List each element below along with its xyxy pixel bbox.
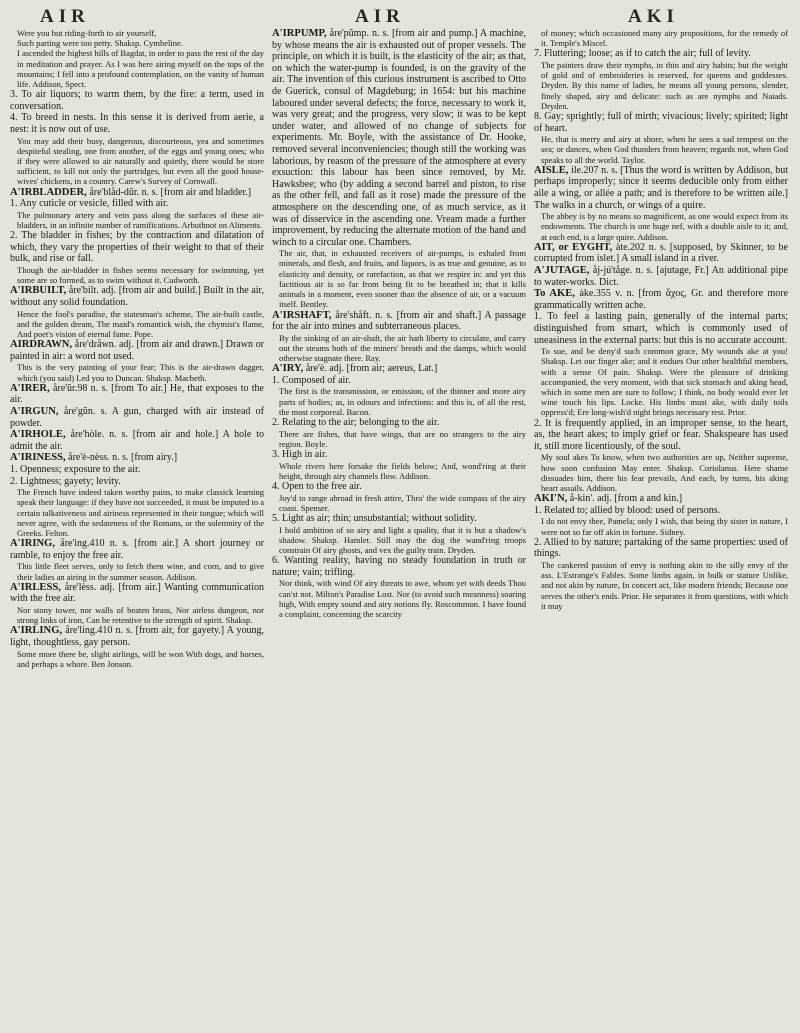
quotation: of money; which occasioned many airy propositions, for the remedy of it. Temple's Miscel.: [541, 28, 788, 49]
entry-definition: åre'hòle. n. s. [from air and hole.] A hole to admit the air.: [10, 429, 264, 452]
headword: A'IRING,: [10, 538, 56, 550]
headword: A'IRLESS,: [10, 581, 61, 593]
numbered-sense: 4. To breed in nests. In this sense it is derived from aerie, a nest: it is now out of use.: [10, 112, 264, 135]
entry-definition: åre'ing.410 n. s. [from air.] A short journey or ramble, to enjoy the free air.: [10, 538, 264, 561]
dictionary-entry: [534, 242, 788, 265]
headword: A'IRLING,: [10, 625, 63, 637]
headword: A'IRY,: [272, 363, 304, 375]
quotation: Nor think, with wind Of airy threats to awe, whom yet with deeds Thou can'st not. Milton's Paradise Lost. Nor (to avoid such meanness) soaring high, With empty sound and airy notions fly. Roscommon. I have found a complaint, concerning the scarcity: [279, 578, 526, 620]
quotation: Nor stony tower, nor walls of beaten brass, Nor airless dungeon, nor strong links of iron, Can be retentive to the strength of spirit. Shaksp.: [17, 604, 264, 626]
dictionary-entry: [10, 429, 264, 452]
headword: A'IRSHAFT,: [272, 309, 332, 321]
quotation: He, that is merry and airy at shore, when he sees a sad tempest on the sea; or dances, when God thunders from heaven; regards not, when God speaks to all the world. Taylor.: [541, 134, 788, 165]
dictionary-entry: [10, 452, 264, 464]
entry-definition: åre'ling.410 n. s. [from air, for gayety.] A young, light, thoughtless, gay person.: [10, 625, 264, 648]
headword: A'IRBUILT,: [10, 285, 67, 297]
quotation: This little fleet serves, only to fetch them wine, and corn, and to give their ladies an airing in the summer season. Addison.: [17, 561, 264, 582]
entry-definition: åre'bilt. adj. [from air and build.] Built in the air, without any solid foundation.: [10, 285, 264, 308]
numbered-sense: 6. Wanting reality, having no steady foundation in truth or nature; vain; trifling.: [272, 555, 526, 578]
quotation: The first is the transmission, or emission, of the thinner and more airy parts of bodies; as, in odours and infections: and this is, of all the rest, the most corporeal. Bacon.: [279, 386, 526, 417]
headword: A'IRER,: [10, 382, 50, 394]
dictionary-entry: [534, 493, 788, 505]
numbered-sense: 2. The bladder in fishes; by the contraction and dilatation of which, they vary the properties of their weight to that of their bulk, and rise or fall.: [10, 230, 264, 265]
entry-definition: åre'shåft. n. s. [from air and shaft.] A passage for the air into mines and subterraneous places.: [272, 309, 526, 333]
headword: A'IRINESS,: [10, 452, 66, 464]
numbered-sense: 7. Fluttering; loose; as if to catch the air; full of levity.: [534, 48, 751, 60]
headword: AISLE,: [534, 164, 569, 176]
quotation: I do not envy thee, Pamela; only I wish, that being thy sister in nature, I were not so far off akin in fortune. Sidney.: [541, 516, 788, 537]
numbered-sense: 1. Composed of air.: [272, 374, 351, 386]
quotation: This is the very painting of your fear; This is the air-drawn dagger, which (you said) Led you to Duncan. Shaksp. Macbeth.: [17, 362, 264, 383]
headword: A'IRGUN,: [10, 405, 59, 417]
entry-definition: åre'pŭmp. n. s. [from air and pump.] A machine, by whose means the air is exhausted out of proper vessels. The principle, on which it is built, is the elasticity of the air; as that, on which the water-pump is founded, is on the gravity of the air. The invention of this curious instrument is ascribed to Otto de Guerick, consul of Magdeburg; in 1654: but his machine laboured under several defects; the force, necessary to work it, was very great; and the progress, very slow; it was to be kept under water, and allowed of no change of subjects for experiments. Mr. Boyle, with the assistance of Dr. Hooke, removed several inconveniencies; though still the working was laborious, by reason of the pressure of the atmosphere at every exsuction: this labour has been since removed, by Mr. Hawksbee; who (by adding a second barrel and piston, to rise as the other fell, and fall as it rose) made the pressure of the atmosphere on the descending one, of as much service, as it was of disservice in the ascending one. Vream made a further improvement, by reducing the alternate motion of the hand and winch to a circular one. Chambers.: [272, 28, 526, 248]
numbered-sense: 1. Openness; exposure to the air.: [10, 463, 141, 475]
dictionary-entry: [10, 187, 264, 199]
entry-definition: àte.202 n. s. [supposed, by Skinner, to be corrupted from islet.] A small island in a river.: [534, 241, 788, 265]
entry-definition: åre'ŭr.98 n. s. [from To air.] He, that exposes to the air.: [10, 382, 264, 406]
quotation: Hence the fool's paradise, the statesman's scheme, The air-built castle, and the golden dream, The maid's romantick wish, the chymist's flame, And poet's vision of eternal fame. Pope.: [17, 308, 264, 339]
dictionary-entry: [10, 625, 264, 648]
numbered-sense: 4. Open to the free air.: [272, 481, 362, 493]
quotation: There are fishes, that have wings, that are no strangers to the airy region. Boyle.: [279, 428, 526, 449]
numbered-sense: 2. Allied to by nature; partaking of the same properties: used of things.: [534, 536, 788, 560]
dictionary-entry: [10, 339, 264, 362]
dictionary-entry: [10, 538, 264, 561]
quotation: My soul akes To know, when two authorities are up, Neither supreme, how soon confusion May enter. Shaksp. Coriolanus. Here shame dissuades him, there his fear prevails, And each, by turns, his aking heart assails. Addison.: [541, 452, 788, 493]
numbered-sense: 1. Any cuticle or vesicle, filled with air.: [10, 198, 169, 210]
dictionary-entry: [272, 363, 526, 375]
quotation: I ascended the highest hills of Bagdat, in order to pass the rest of the day in meditation and prayer. As I was here airing myself on the tops of the mountains; I fell into a profound contemplation, on the vanity of human life. Addison, Spect.: [17, 48, 264, 90]
headword: AKI'N,: [534, 493, 568, 505]
dictionary-entry: [10, 406, 264, 429]
dictionary-entry: [10, 285, 264, 308]
numbered-sense: 3. To air liquors; to warm them, by the fire: a term, used in conversation.: [10, 89, 264, 112]
quotation: The cankered passion of envy is nothing akin to the silly envy of the ass. L'Estrange's Fables. Some limbs again, in bulk or stature Unlike, and not akin by nature, In concert act, like modern friends; Because one serves the other's ends. Prior. He separates it from questions, with which it may: [541, 559, 788, 611]
quotation: Such parting were too petty. Shaksp. Cymbeline.: [17, 38, 183, 49]
numbered-sense: 3. High in air.: [272, 449, 328, 461]
dictionary-entry: [10, 582, 264, 605]
headword: To AKE,: [534, 288, 576, 300]
numbered-sense: 8. Gay; sprightly; full of mirth; vivacious; lively; spirited; light of heart.: [534, 111, 788, 134]
quotation: The painters draw their nymphs, in thin and airy habits; but the weight of gold and of embroideries is reserved, for queens and goddesses. Dryden. By this name of ladies, he means all young persons, slender, finely shaped, airy and delicate: such as are nymphs and Naiads. Dryden.: [541, 60, 788, 111]
numbered-sense: 1. Related to; allied by blood: used of persons.: [534, 504, 721, 516]
entry-definition: åre'lèss. adj. [from air.] Wanting communication with the free air.: [10, 581, 264, 605]
quotation: You may add their busy, dangerous, discourteous, yea and sometimes despiteful stealing, one from another, of the eggs and young ones; who if they were allowed to air naturally and quietly, there would be store sufficient, to kill not only the partridges, but even all the good house-wives' chickens, in a country. Carew's Survey of Cornwall.: [17, 135, 264, 187]
running-head-left: AIR: [40, 6, 90, 27]
numbered-sense: 2. Relating to the air; belonging to the air.: [272, 417, 440, 429]
column-right: [534, 28, 788, 1028]
entry-definition: åre'blåd-dŭr. n. s. [from air and bladder.]: [86, 186, 252, 198]
entry-definition: åre'è-nèss. n. s. [from airy.]: [65, 452, 178, 464]
dictionary-entry: [534, 288, 788, 311]
dictionary-entry: [10, 383, 264, 406]
quotation: The air, that, in exhausted receivers of air-pumps, is exhaled from minerals, and flesh, and fruits, and liquors, is as true and genuine, as to elasticity and density, or rarefaction, as that we respire in: and yet this factitious air is so far from being fit to be breathed in; that it kills animals in a moment, even sooner than the absence of air, or a vacuum itself. Bentley.: [279, 248, 526, 310]
dictionary-entry: [534, 265, 788, 288]
column-middle: [272, 28, 526, 1028]
quotation: Some more there be, slight airlings, will be won With dogs, and horses, and perhaps a whore. Ben Jonson.: [17, 648, 264, 669]
quotation: To sue, and be deny'd such common grace, My wounds ake at you! Shaksp. Let our finger ake; and it endues Our other healthful members, with a sense Of pain. Shaksp. Were the pleasure of drinking accompanied, the very moment, with that sick stomach and aking head, which in some men are sure to follow; I think, no body would ever let wine touch his lips. Locke. His limbs must ake, with daily toils oppress'd; Ere long-wish'd night brings necessary rest. Prior.: [541, 346, 788, 418]
quotation: The abbey is by no means so magnificent, as one would expect from its endowments. The church is one huge nef, with a double aisle to it; and, at each end, is a large quire. Addison.: [541, 211, 788, 242]
entry-definition: å-kin'. adj. [from a and kin.]: [567, 493, 683, 505]
headword: A'IRHOLE,: [10, 429, 66, 441]
quotation: The French have indeed taken worthy pains, to make classick learning speak their language: if they have not succeeded, it must be imputed to a certain talkativeness and airiness represented in their tongue; which will never agree, with the sedateness of the Romans, or the solemnity of the Greeks. Felton.: [17, 487, 264, 538]
column-left: [10, 28, 264, 1028]
numbered-sense: 2. It is frequently applied, in an improper sense, to the heart, as, the heart akes; to imply grief or fear. Shakspeare has used it, still more licentiously, of the soul.: [534, 417, 788, 452]
headword: AIRDRAWN,: [10, 339, 73, 351]
quotation: Whole rivers here forsake the fields below; And, wond'ring at their height, through airy channels flow. Addison.: [279, 460, 526, 481]
headword: A'IRBLADDER,: [10, 186, 87, 198]
running-head-center: AIR: [355, 6, 405, 27]
entry-definition: åre'gŭn. s. A gun, charged with air instead of powder.: [10, 405, 264, 429]
numbered-sense: 2. Lightness; gayety; levity.: [10, 475, 121, 487]
dictionary-entry: [272, 310, 526, 333]
entry-definition: àke.355 v. n. [from ἄχος, Gr. and therefore more grammatically written ache.: [534, 288, 788, 311]
quotation: Though the air-bladder in fishes seems necessary for swimming, yet some are so formed, as to swim without it. Cudworth.: [17, 264, 264, 286]
headword: A'IRPUMP,: [272, 28, 327, 39]
dictionary-entry: [272, 28, 526, 248]
quotation: By the sinking of an air-shaft, the air hath liberty to circulate, and carry out the steams both of the miners' breath and the damps, which would otherwise stagnate there. Ray.: [279, 332, 526, 364]
entry-definition: åre'è. adj. [from air; aereus, Lat.]: [303, 363, 438, 375]
entry-definition: åj-jú'tåge. n. s. [ajutage, Fr.] An additional pipe to water-works. Dict.: [534, 264, 788, 288]
page-header: [10, 6, 792, 28]
numbered-sense: 5. Light as air; thin; unsubstantial; without solidity.: [272, 513, 477, 525]
numbered-sense: 1. To feel a lasting pain, generally of the internal parts; distinguished from smart, which is commonly used of uneasiness in the external parts: but this is no accurate account.: [534, 311, 788, 346]
quotation: I hold ambition of so airy and light a quality, that it is but a shadow's shadow. Shaksp. Hamlet. Still may the dog the wand'ring troops constrain Of airy ghosts, and vex the guilty train. Dryden.: [279, 524, 526, 556]
columns: [10, 28, 792, 1028]
dictionary-entry: [534, 165, 788, 211]
running-head-right: AKI: [628, 6, 679, 27]
quotation: Joy'd to range abroad in fresh attire, Thro' the wide compass of the airy coast. Spenser.: [279, 492, 526, 513]
entry-definition: ile.207 n. s. [Thus the word is written by Addison, but perhaps improperly; since it seems deducible only from either aile a wing, or allée a path; and is therefore to be written aile.] The walks in a church, or wings of a quire.: [534, 164, 788, 211]
entry-definition: åre'dråwn. adj. [from air and drawn.] Drawn or painted in air: a word not used.: [10, 339, 264, 362]
headword: AIT, or EYGHT,: [534, 241, 613, 253]
quotation: Were you but riding-forth to air yourself,: [17, 28, 157, 38]
headword: A'JUTAGE,: [534, 264, 590, 276]
quotation: The pulmonary artery and vein pass along the surfaces of these air-bladders, in an infinite number of ramifications. Arbuthnot on Aliments.: [17, 209, 264, 230]
